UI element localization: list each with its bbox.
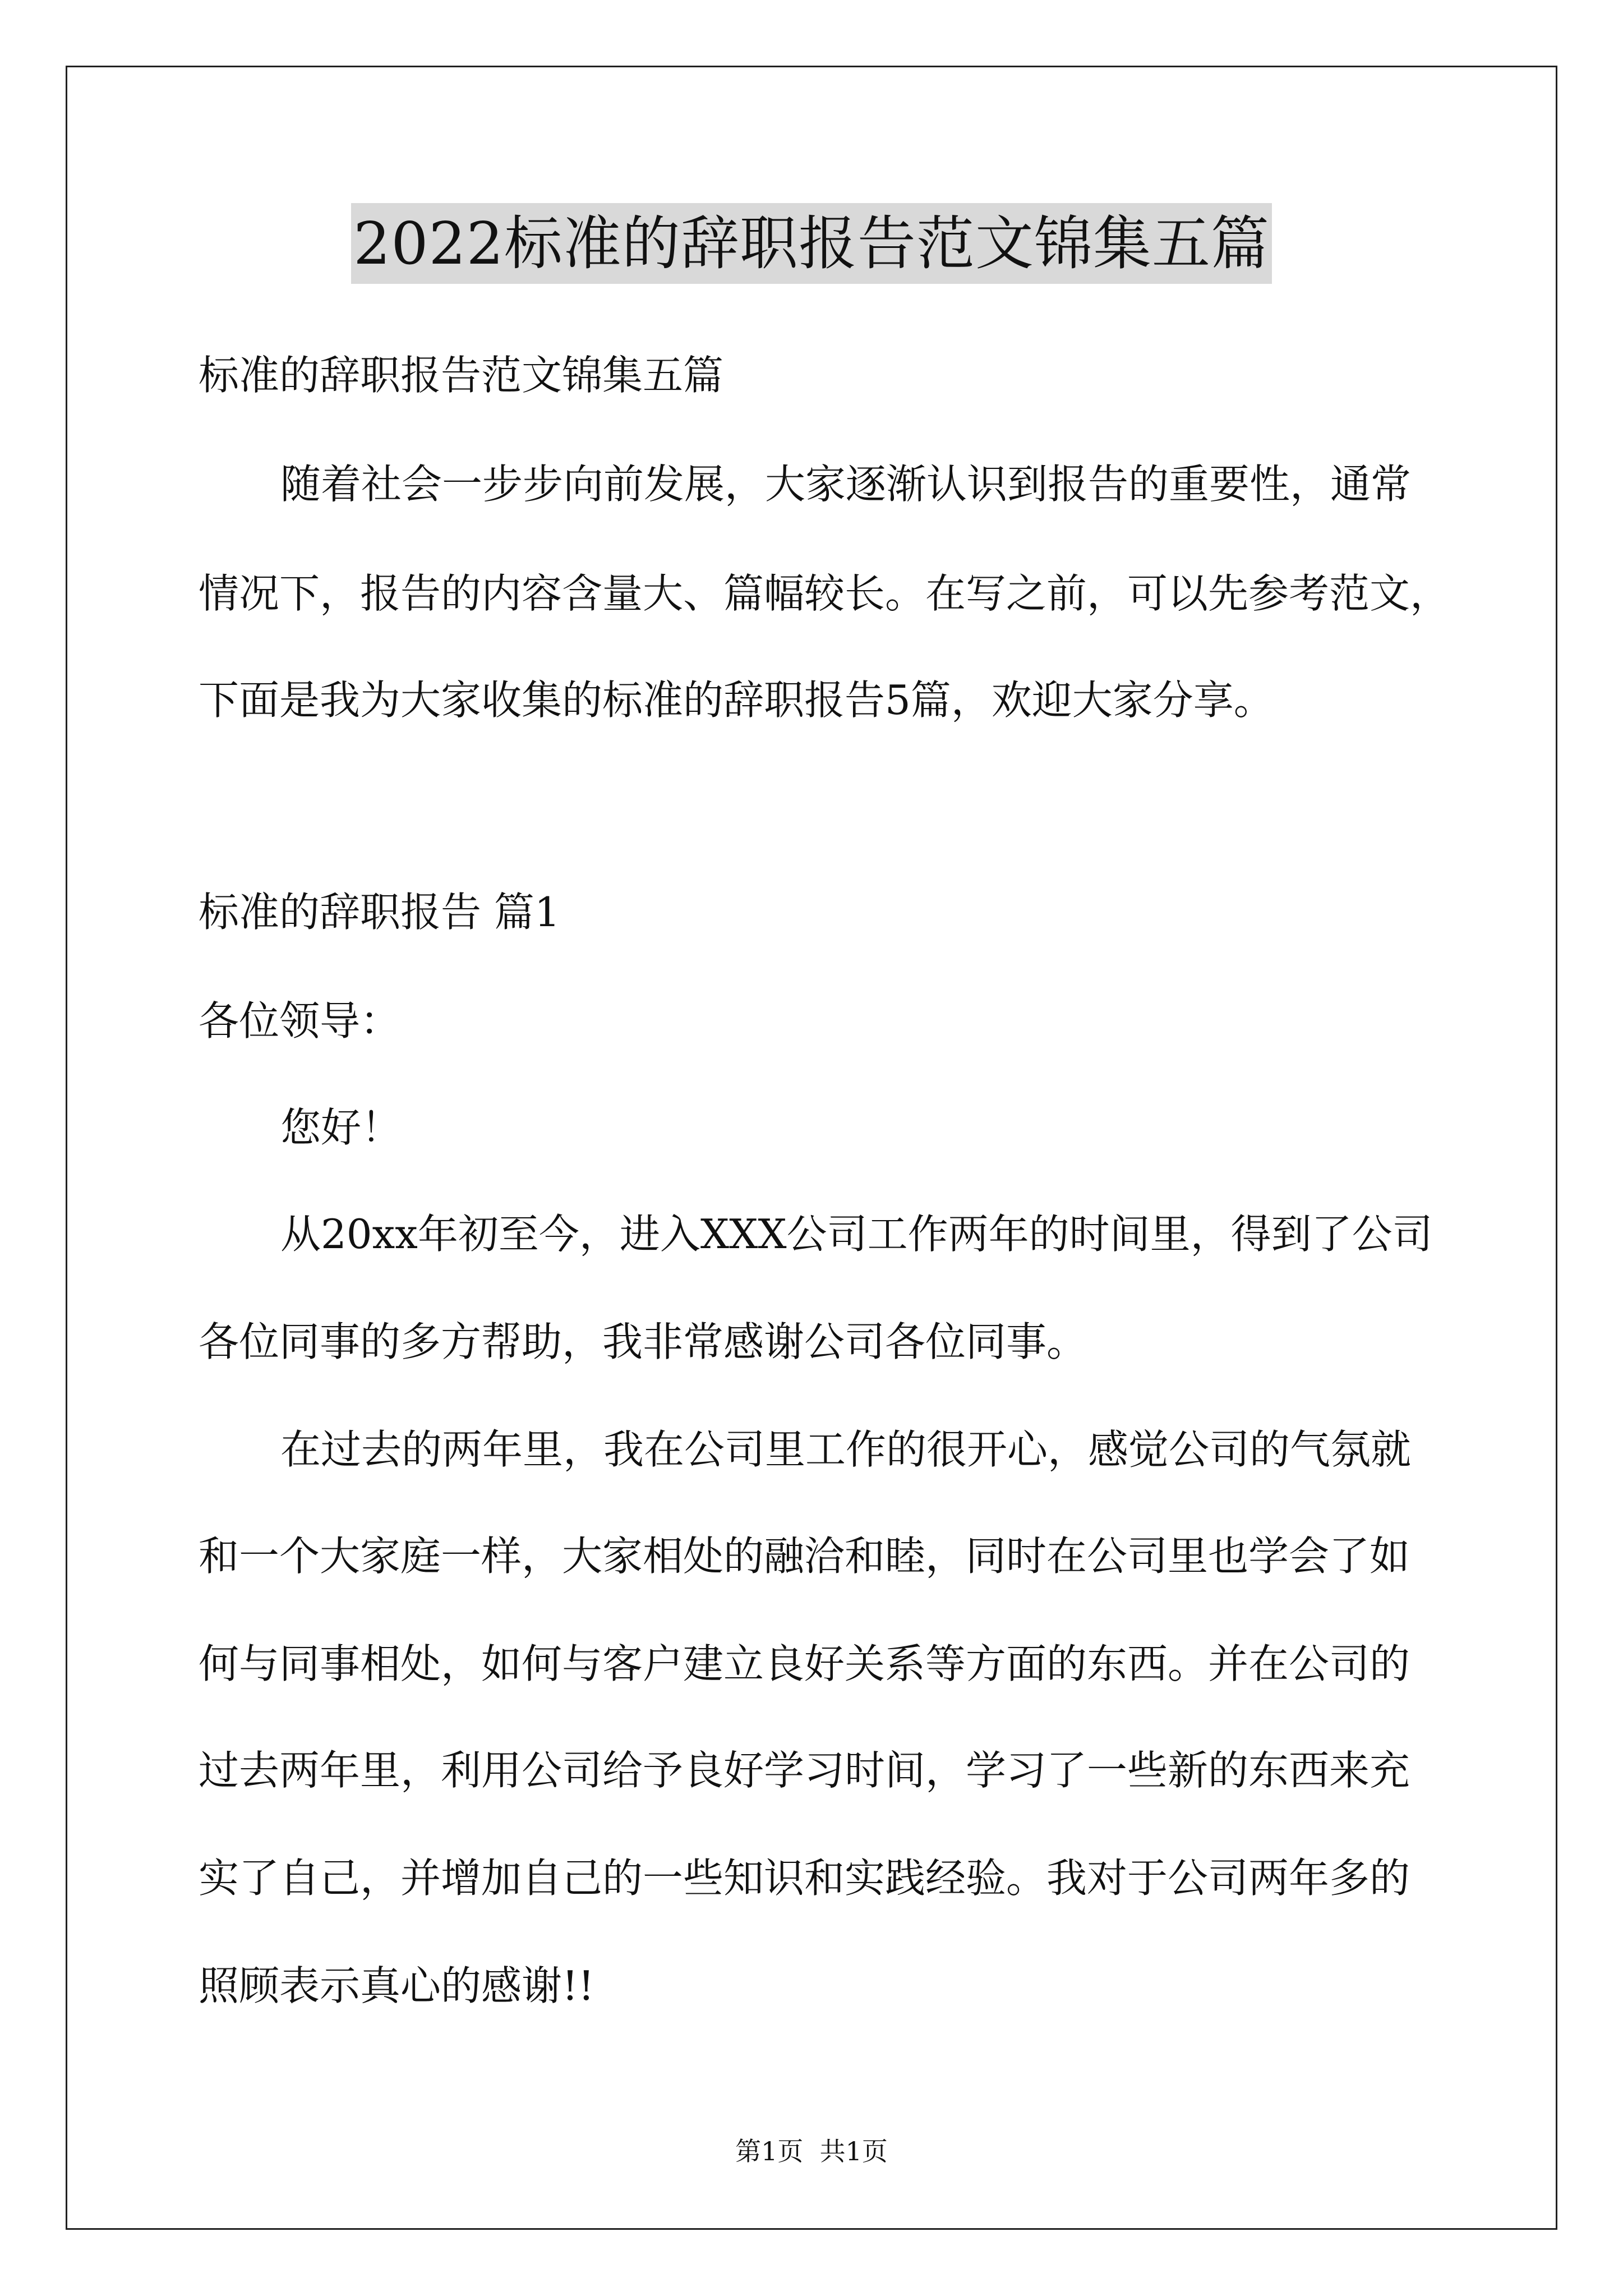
paragraph-line: 从20xx年初至今，进入XXX公司工作两年的时间里，得到了公司	[280, 1211, 1433, 1258]
paragraph-line: 随着社会一步步向前发展，大家逐渐认识到报告的重要性，通常	[280, 461, 1412, 508]
page-footer: 第1页 共1页	[735, 2136, 888, 2166]
paragraph-line: 何与同事相处，如何与客户建立良好关系等方面的东西。并在公司的	[199, 1640, 1410, 1687]
paragraph-line: 过去两年里，利用公司给予良好学习时间，学习了一些新的东西来充	[199, 1747, 1410, 1794]
paragraph-line: 实了自己，并增加自己的一些知识和实践经验。我对于公司两年多的	[199, 1855, 1410, 1902]
paragraph-line: 和一个大家庭一样，大家相处的融洽和睦，同时在公司里也学会了如	[199, 1533, 1410, 1580]
salutation: 各位领导：	[199, 997, 401, 1045]
paragraph-line: 各位同事的多方帮助，我非常感谢公司各位同事。	[199, 1318, 1087, 1365]
paragraph-line: 照顾表示真心的感谢!!	[199, 1962, 594, 2009]
paragraph-line: 在过去的两年里，我在公司里工作的很开心，感觉公司的气氛就	[280, 1426, 1412, 1473]
paragraph-line: 情况下，报告的内容含量大、篇幅较长。在写之前，可以先参考范文，	[199, 570, 1451, 617]
document-subtitle: 标准的辞职报告范文锦集五篇	[199, 352, 724, 399]
section-heading: 标准的辞职报告 篇1	[199, 889, 560, 936]
document-title: 2022标准的辞职报告范文锦集五篇	[351, 203, 1272, 284]
title-container	[0, 203, 1623, 284]
greeting: 您好！	[280, 1104, 402, 1151]
paragraph-line: 下面是我为大家收集的标准的辞职报告5篇，欢迎大家分享。	[199, 677, 1274, 724]
